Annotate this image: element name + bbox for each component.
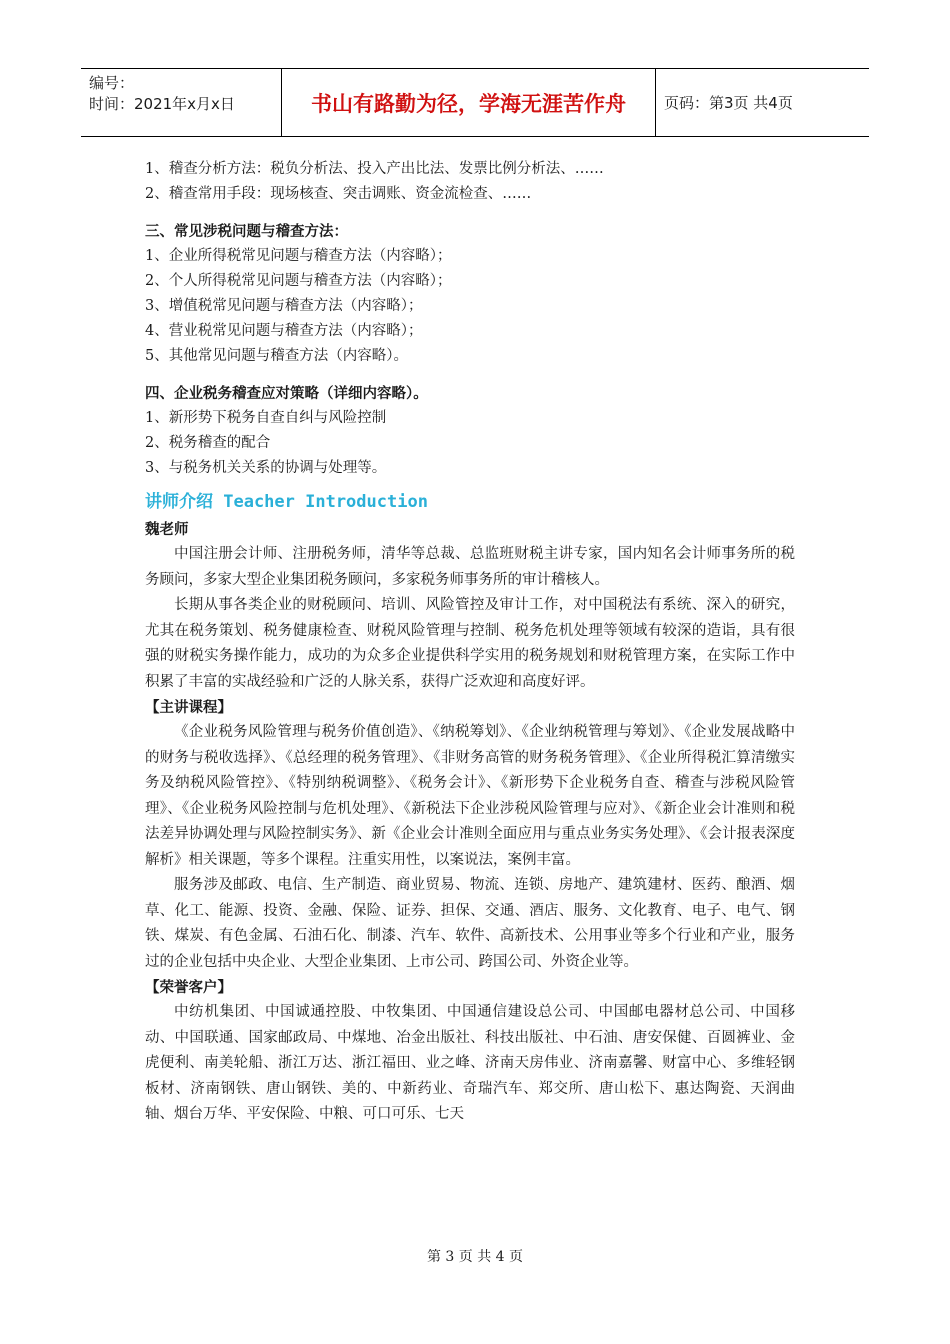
section4-item: 3、与税务机关关系的协调与处理等。 bbox=[145, 460, 387, 476]
section3-item: 5、其他常见问题与稽查方法（内容略）。 bbox=[145, 348, 408, 364]
teacher-bio-2: 长期从事各类企业的财税顾问、培训、风险管控及审计工作，对中国税法有系统、深入的研究，尤其在税务策划、税务健康检查、财税风险管理与控制、税务危机处理等领域有较深的造诣，具有很强的财税实务操作能力，成功的为众多企业提供科学实用的税务规划和财税管理方案，在实际工作中积累了丰富的实战经验和广泛的人脉关系，获得广泛欢迎和高度好评。 bbox=[145, 597, 795, 690]
section4-title: 四、企业税务稽查应对策略（详细内容略）。 bbox=[145, 385, 428, 402]
section3-title: 三、常见涉税问题与稽查方法： bbox=[145, 223, 348, 240]
doc-number: 编号： bbox=[89, 74, 135, 92]
header-page-info: 页码：第3页 共4页 bbox=[664, 94, 793, 112]
section3-item: 3、增值税常见问题与稽查方法（内容略）； bbox=[145, 298, 423, 314]
document-body bbox=[145, 157, 795, 1128]
page-header bbox=[81, 68, 869, 137]
doc-time: 时间：2021年x月x日 bbox=[89, 95, 235, 113]
courses-list: 《企业税务风险管理与税务价值创造》、《纳税筹划》、《企业纳税管理与筹划》、《企业发展战略中的财务与税收选择》、《总经理的税务管理》、《非财务高管的财务税务管理》、《企业所得税汇算清缴实务及纳税风险管控》、《特别纳税调整》、《税务会计》、《新形势下企业税务自查、稽查与涉税风险管理》、《企业税务风险控制与危机处理》、《新税法下企业涉税风险管理与应对》、《新企业会计准则和税法差异协调处理与风险控制实务》、新《企业会计准则全面应用与重点业务实务处理》、《会计报表深度解析》相关课题，等多个课程。注重实用性，以案说法，案例丰富。 bbox=[145, 724, 795, 868]
section4-item: 2、税务稽查的配合 bbox=[145, 435, 271, 451]
clients-list: 中纺机集团、中国诚通控股、中牧集团、中国通信建设总公司、中国邮电器材总公司、中国移动、中国联通、国家邮政局、中煤地、冶金出版社、科技出版社、中石油、唐安保健、百圆裤业、金虎便利、南美轮船、浙江万达、浙江福田、业之峰、济南天房伟业、济南嘉馨、财富中心、多维轻钢板材、济南钢铁、唐山钢铁、美的、中新药业、奇瑞汽车、郑交所、唐山松下、惠达陶瓷、天润曲轴、烟台万华、平安保险、中粮、可口可乐、七天 bbox=[145, 1004, 795, 1122]
section3-item: 2、个人所得税常见问题与稽查方法（内容略）； bbox=[145, 273, 452, 289]
page-footer: 第 3 页 共 4 页 bbox=[426, 1249, 524, 1265]
header-motto: 书山有路勤为径，学海无涯苦作舟 bbox=[282, 69, 656, 136]
teacher-name: 魏老师 bbox=[145, 521, 189, 538]
industries-list: 服务涉及邮政、电信、生产制造、商业贸易、物流、连锁、房地产、建筑建材、医药、酿酒、烟草、化工、能源、投资、金融、保险、证券、担保、交通、酒店、服务、文化教育、电子、电气、钢铁、煤炭、有色金属、石油石化、制漆、汽车、软件、高新技术、公用事业等多个行业和产业，服务过的企业包括中央企业、大型企业集团、上市公司、跨国公司、外资企业等。 bbox=[145, 877, 795, 970]
teacher-heading: 讲师介绍 Teacher Introduction bbox=[145, 492, 428, 512]
clients-label: 【荣誉客户】 bbox=[145, 979, 232, 996]
section4-item: 1、新形势下税务自查自纠与风险控制 bbox=[145, 410, 387, 426]
header-meta bbox=[81, 69, 282, 136]
teacher-bio-1: 中国注册会计师、注册税务师，清华等总裁、总监班财税主讲专家，国内知名会计师事务所的税务顾问，多家大型企业集团税务顾问，多家税务师事务所的审计稽核人。 bbox=[145, 546, 795, 588]
section3-item: 4、营业税常见问题与稽查方法（内容略）； bbox=[145, 323, 423, 339]
method-item: 2、稽查常用手段：现场核查、突击调账、资金流检查、…… bbox=[145, 186, 532, 202]
method-item: 1、稽查分析方法：税负分析法、投入产出比法、发票比例分析法、…… bbox=[145, 161, 604, 177]
courses-label: 【主讲课程】 bbox=[145, 699, 232, 716]
section3-item: 1、企业所得税常见问题与稽查方法（内容略）； bbox=[145, 248, 452, 264]
